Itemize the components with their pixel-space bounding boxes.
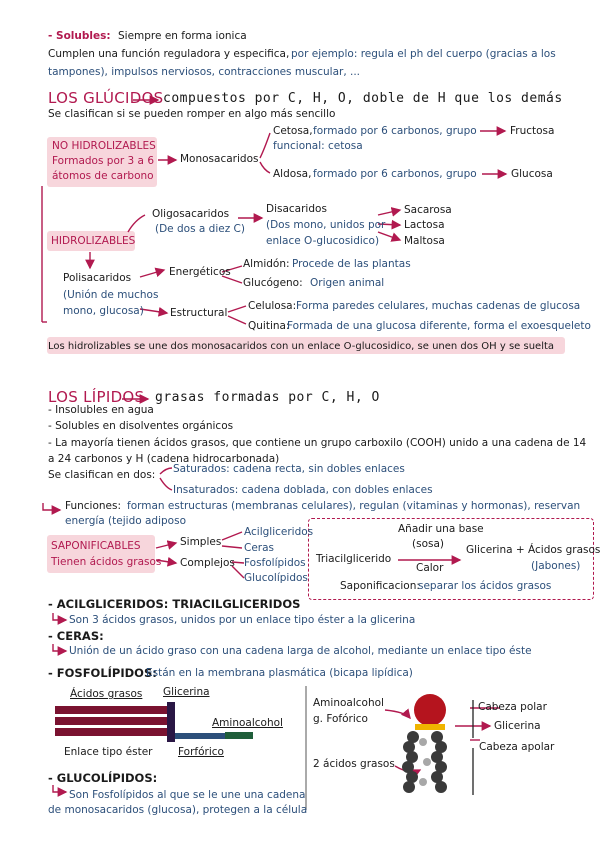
aldosa: Aldosa, [273,168,312,180]
no-hidrolizables-label: NO HIDROLIZABLES [52,140,156,152]
cetosa-desc2: funcional: cetosa [273,140,363,152]
glicerina-right: Glicerina [494,720,541,732]
enlace-ester-label: Enlace tipo éster [64,746,153,758]
glucolipidos-title: - GLUCOLÍPIDOS: [48,771,158,785]
saponificables-desc: Tienen ácidos grasos [51,556,162,568]
saponificables-label: SAPONIFICABLES [51,540,141,552]
glucolipidos: Glucolípidos [244,572,308,584]
glucidos-title: LOS GLÚCIDOS [48,89,164,107]
almidon: Almidón: [243,258,290,270]
polisacaridos: Polisacaridos [63,272,132,284]
lipidos-b3a: - La mayoría tienen ácidos grasos, que contiene un grupo carboxilo (COOH) unido a una cadena de 14 [48,437,587,449]
lipidos-subtitle: grasas formadas por C, H, O [155,390,380,405]
simples: Simples [180,536,222,548]
ceras-text: Unión de un ácido graso con una cadena larga de alcohol, mediante un enlace tipo éste [69,645,532,657]
cetosa-desc1: formado por 6 carbonos, grupo [313,125,477,137]
reaction-right: Glicerina + Ácidos grasos [466,544,600,556]
funciones-text2: energía (tejido adiposo [65,515,186,527]
reaction-sosa: (sosa) [412,538,444,550]
celulosa-desc: Forma paredes celulares, muchas cadenas de glucosa [296,300,581,312]
no-hidrolizables-desc1: Formados por 3 a 6 [52,155,154,167]
energeticos: Energéticos [169,266,231,278]
solubles-label: - Solubles: [48,30,111,42]
reaction-calor: Calor [416,562,444,574]
acidos-grasos-label: Ácidos grasos [70,688,143,700]
acilgliceridos-title: - ACILGLICERIDOS: TRIACILGLICERIDOS [48,597,301,611]
aldosa-desc: formado por 6 carbonos, grupo [313,168,477,180]
cetosa: Cetosa, [273,125,313,137]
celulosa: Celulosa: [248,300,297,312]
fosforico-label: Forfórico [178,746,224,758]
lipidos-classify: Se clasifican en dos: [48,469,156,481]
funciones-text: forman estructuras (membranas celulares), regulan (vitaminas y hormonas), reservan [127,500,581,512]
ceras: Ceras [244,542,275,554]
maltosa: Maltosa [404,235,445,247]
disacaridos-desc1: (Dos mono, unidos por [266,219,386,231]
saponificacion-label: Saponificacion: [340,580,420,592]
disacaridos: Disacaridos [266,203,327,215]
cabeza-polar: Cabeza polar [478,701,547,713]
glucogeno: Glucógeno: [243,277,303,289]
saponificacion-text: separar los ácidos grasos [418,580,552,592]
glucidos-classify: Se clasifican si se pueden romper en algo más sencillo [48,108,336,120]
ceras-title: - CERAS: [48,629,104,643]
glicerina-label: Glicerina [163,686,210,698]
no-hidrolizables-desc2: átomos de carbono [52,170,154,182]
solubles-text: Siempre en forma ionica [118,30,247,42]
fosfolipidos: Fosfolípidos [244,557,306,569]
quitina-desc: Formada de una glucosa diferente, forma el exoesqueleto [287,320,591,332]
aminoalcohol-label: Aminoalcohol [212,717,283,729]
fosfolipidos-text: Están en la membrana plasmática (bicapa lipídica) [146,667,413,679]
oligosacaridos-desc: (De dos a diez C) [155,223,245,235]
fructosa: Fructosa [510,125,555,137]
acilgliceridos-text: Son 3 ácidos grasos, unidos por un enlace tipo éster a la glicerina [69,614,416,626]
acidos-grasos-right: 2 ácidos grasos [313,758,395,770]
glucolipidos-text1: Son Fosfolípidos al que se le une una cadena [69,789,306,801]
aminoalcohol-right: Aminoalcohol [313,697,384,709]
reaction-jabones: (Jabones) [531,560,581,572]
funciones-label: Funciones: [65,500,122,512]
glucolipidos-text2: de monosacaridos (glucosa), protegen a la célula [48,804,308,816]
almidon-desc: Procede de las plantas [292,258,411,270]
fosfolipido-3d-illustration [375,692,475,802]
monosacaridos: Monosacaridos [180,153,259,165]
estructural: Estructural [170,307,228,319]
disacaridos-desc2: enlace O-glucosidico) [266,235,380,247]
glucidos-subtitle: compuestos por C, H, O, doble de H que los demás [163,91,563,106]
lipidos-title: LOS LÍPIDOS [48,388,145,406]
tampones-text: tampones), impulsos nerviosos, contracciones muscular, ... [48,66,361,78]
quitina: Quitina: [248,320,290,332]
lipidos-b3b: a 24 carbonos y H (cadena hidrocarbonada) [48,453,280,465]
reaction-top: Añadir una base [398,523,484,535]
glucosa: Glucosa [511,168,553,180]
acilgliceridos: Acilgliceridos [244,526,314,538]
complejos: Complejos [180,557,235,569]
oligosacaridos: Oligosacaridos [152,208,230,220]
insaturados: Insaturados: cadena doblada, con dobles enlaces [173,484,433,496]
polisacaridos-desc1: (Unión de muchos [63,289,159,301]
saturados: Saturados: cadena recta, sin dobles enlaces [173,463,405,475]
lactosa: Lactosa [404,219,445,231]
lipidos-b2: - Solubles en disolventes orgánicos [48,420,234,432]
glucidos-footer: Los hidrolizables se une dos monosacaridos con un enlace O-glucosidico, se unen dos OH y se suelta [48,341,555,352]
lipidos-b1: - Insolubles en agua [48,404,154,416]
reaction-left: Triacilglicerido [316,553,392,565]
glucogeno-desc: Origen animal [310,277,385,289]
sacarosa: Sacarosa [404,204,452,216]
cabeza-apolar: Cabeza apolar [479,741,555,753]
fosforico-right: g. Fofórico [313,713,368,725]
fosfolipidos-title: - FOSFOLÍPIDOS: [48,666,157,680]
hidrolizables-label: HIDROLIZABLES [51,235,136,247]
polisacaridos-desc2: mono, glucosa) [63,305,144,317]
funcion-text: Cumplen una función reguladora y especifica, [48,48,290,60]
ejemplo-text: por ejemplo: regula el ph del cuerpo (gracias a los [291,48,556,60]
